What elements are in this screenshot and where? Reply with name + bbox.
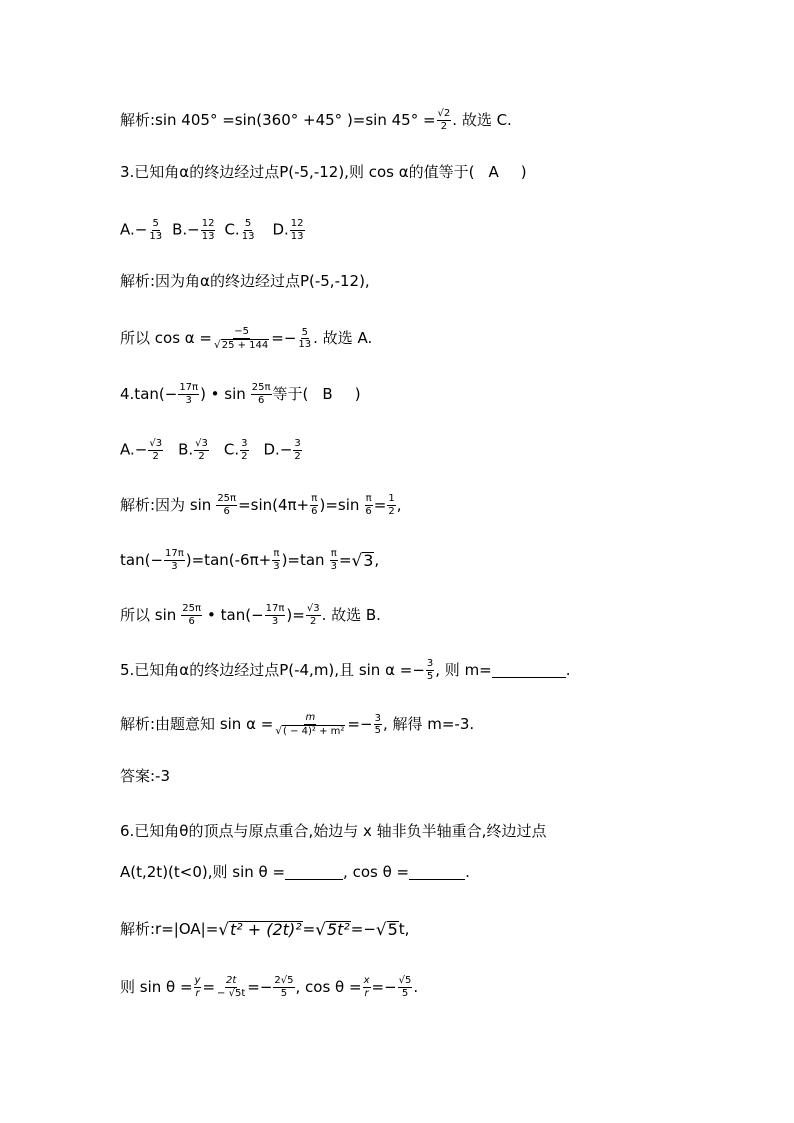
q6-cos-blank[interactable] (409, 865, 465, 880)
q4-option-b: B. $\frac{√3}{2}$ (178, 438, 208, 462)
q5-solution-fraction: m √ ( − 4)² + m² (275, 712, 345, 737)
q6-solution-line2: 则 sin θ = $\frac{y}{r}$ = $\frac{2t}{- √5t}$ =− $\frac{2√5}{5}$ , cos θ = $\frac{x}{r}$ =− $\frac{√5}{5}$ . (120, 975, 419, 999)
q6-stem-line1: 6.已知角θ的顶点与原点重合,始边与 x 轴非负半轴重合,终边过点 (120, 822, 547, 840)
q4-solution-line1: 解析:因为 sin $\frac{25\pi}{6}$ =sin(4π+ $\frac{\pi}{6}$ )=sin $\frac{\pi}{6}$ = $\frac{1}{2}$ , (120, 493, 402, 517)
q4-stem: 4.tan(− $\frac{17\pi}{3}$ ) • sin $\frac{25\pi}{6}$ 等于( B ) (120, 382, 361, 406)
q5-answer: 答案:-3 (120, 767, 171, 785)
q4-option-c: C. $\frac{3}{2}$ (223, 438, 248, 462)
q3-stem-text: 3.已知角α的终边经过点P(-5,-12),则 cos α的值等于( (120, 163, 475, 181)
q6-solution-line1: 解析:r=|OA|= √ t² + (2t)² = √ 5t² =− √ 5 t, (120, 919, 410, 940)
sqrt-3: √ 3 (351, 549, 374, 570)
q2-solution-end: . 故选 C. (452, 110, 512, 129)
q4-solution-line2: tan( − $\frac{17\pi}{3}$ )=tan(-6π+ $\frac{\pi}{3}$ )=tan $\frac{\pi}{3}$ = √ 3 , (120, 548, 380, 572)
q3-option-a: A.− $\frac{5}{13}$ (120, 218, 163, 242)
q3-solution-fraction: −5 √ 25 + 144 (214, 326, 269, 351)
q4-option-d: D.− $\frac{3}{2}$ (263, 438, 301, 462)
q3-solution-line2: 所以 cos α = −5 √ 25 + 144 =− $\frac{5}{13}$ . 故选 A. (120, 326, 373, 351)
q4-solution-line3: 所以 sin $\frac{25\pi}{6}$ • tan( − $\frac{17\pi}{3}$ )= $\frac{√3}{2}$ . 故选 B. (120, 603, 381, 627)
q2-solution-fraction: $\frac{√2}{2}$ (437, 108, 451, 132)
q3-option-b: B.− $\frac{12}{13}$ (172, 218, 215, 242)
q3-answer: A (488, 163, 499, 181)
q5-solution: 解析:由题意知 sin α = m √ ( − 4)² + m² =− $\frac{3}{5}$ , 解得 m=-3. (120, 712, 475, 737)
q3-option-c: C. $\frac{5}{13}$ (224, 218, 255, 242)
q4-answer: B (322, 384, 333, 403)
q6-sin-blank[interactable] (285, 865, 343, 880)
q3-stem (120, 165, 754, 180)
q5-answer-blank[interactable] (492, 663, 566, 678)
q3-options (120, 218, 754, 242)
q3-option-d: D. $\frac{12}{13}$ (272, 218, 304, 242)
q4-options (120, 438, 754, 462)
q6-stem-line2: A(t,2t)(t<0),则 sin θ = , cos θ = . (120, 863, 470, 881)
q3-solution-line1: 解析:因为角α的终边经过点P(-5,-12), (120, 272, 370, 290)
q4-option-a: A.− $\frac{√3}{2}$ (120, 438, 163, 462)
q5-stem: 5.已知角α的终边经过点P(-4,m),且 sin α = − $\frac{3}{5}$ , 则 m= . (120, 658, 571, 682)
q2-solution (120, 108, 754, 132)
q2-solution-text: 解析:sin 405° =sin(360° +45° )=sin 45° = (120, 110, 436, 129)
q3-stem-end: ) (520, 163, 527, 181)
